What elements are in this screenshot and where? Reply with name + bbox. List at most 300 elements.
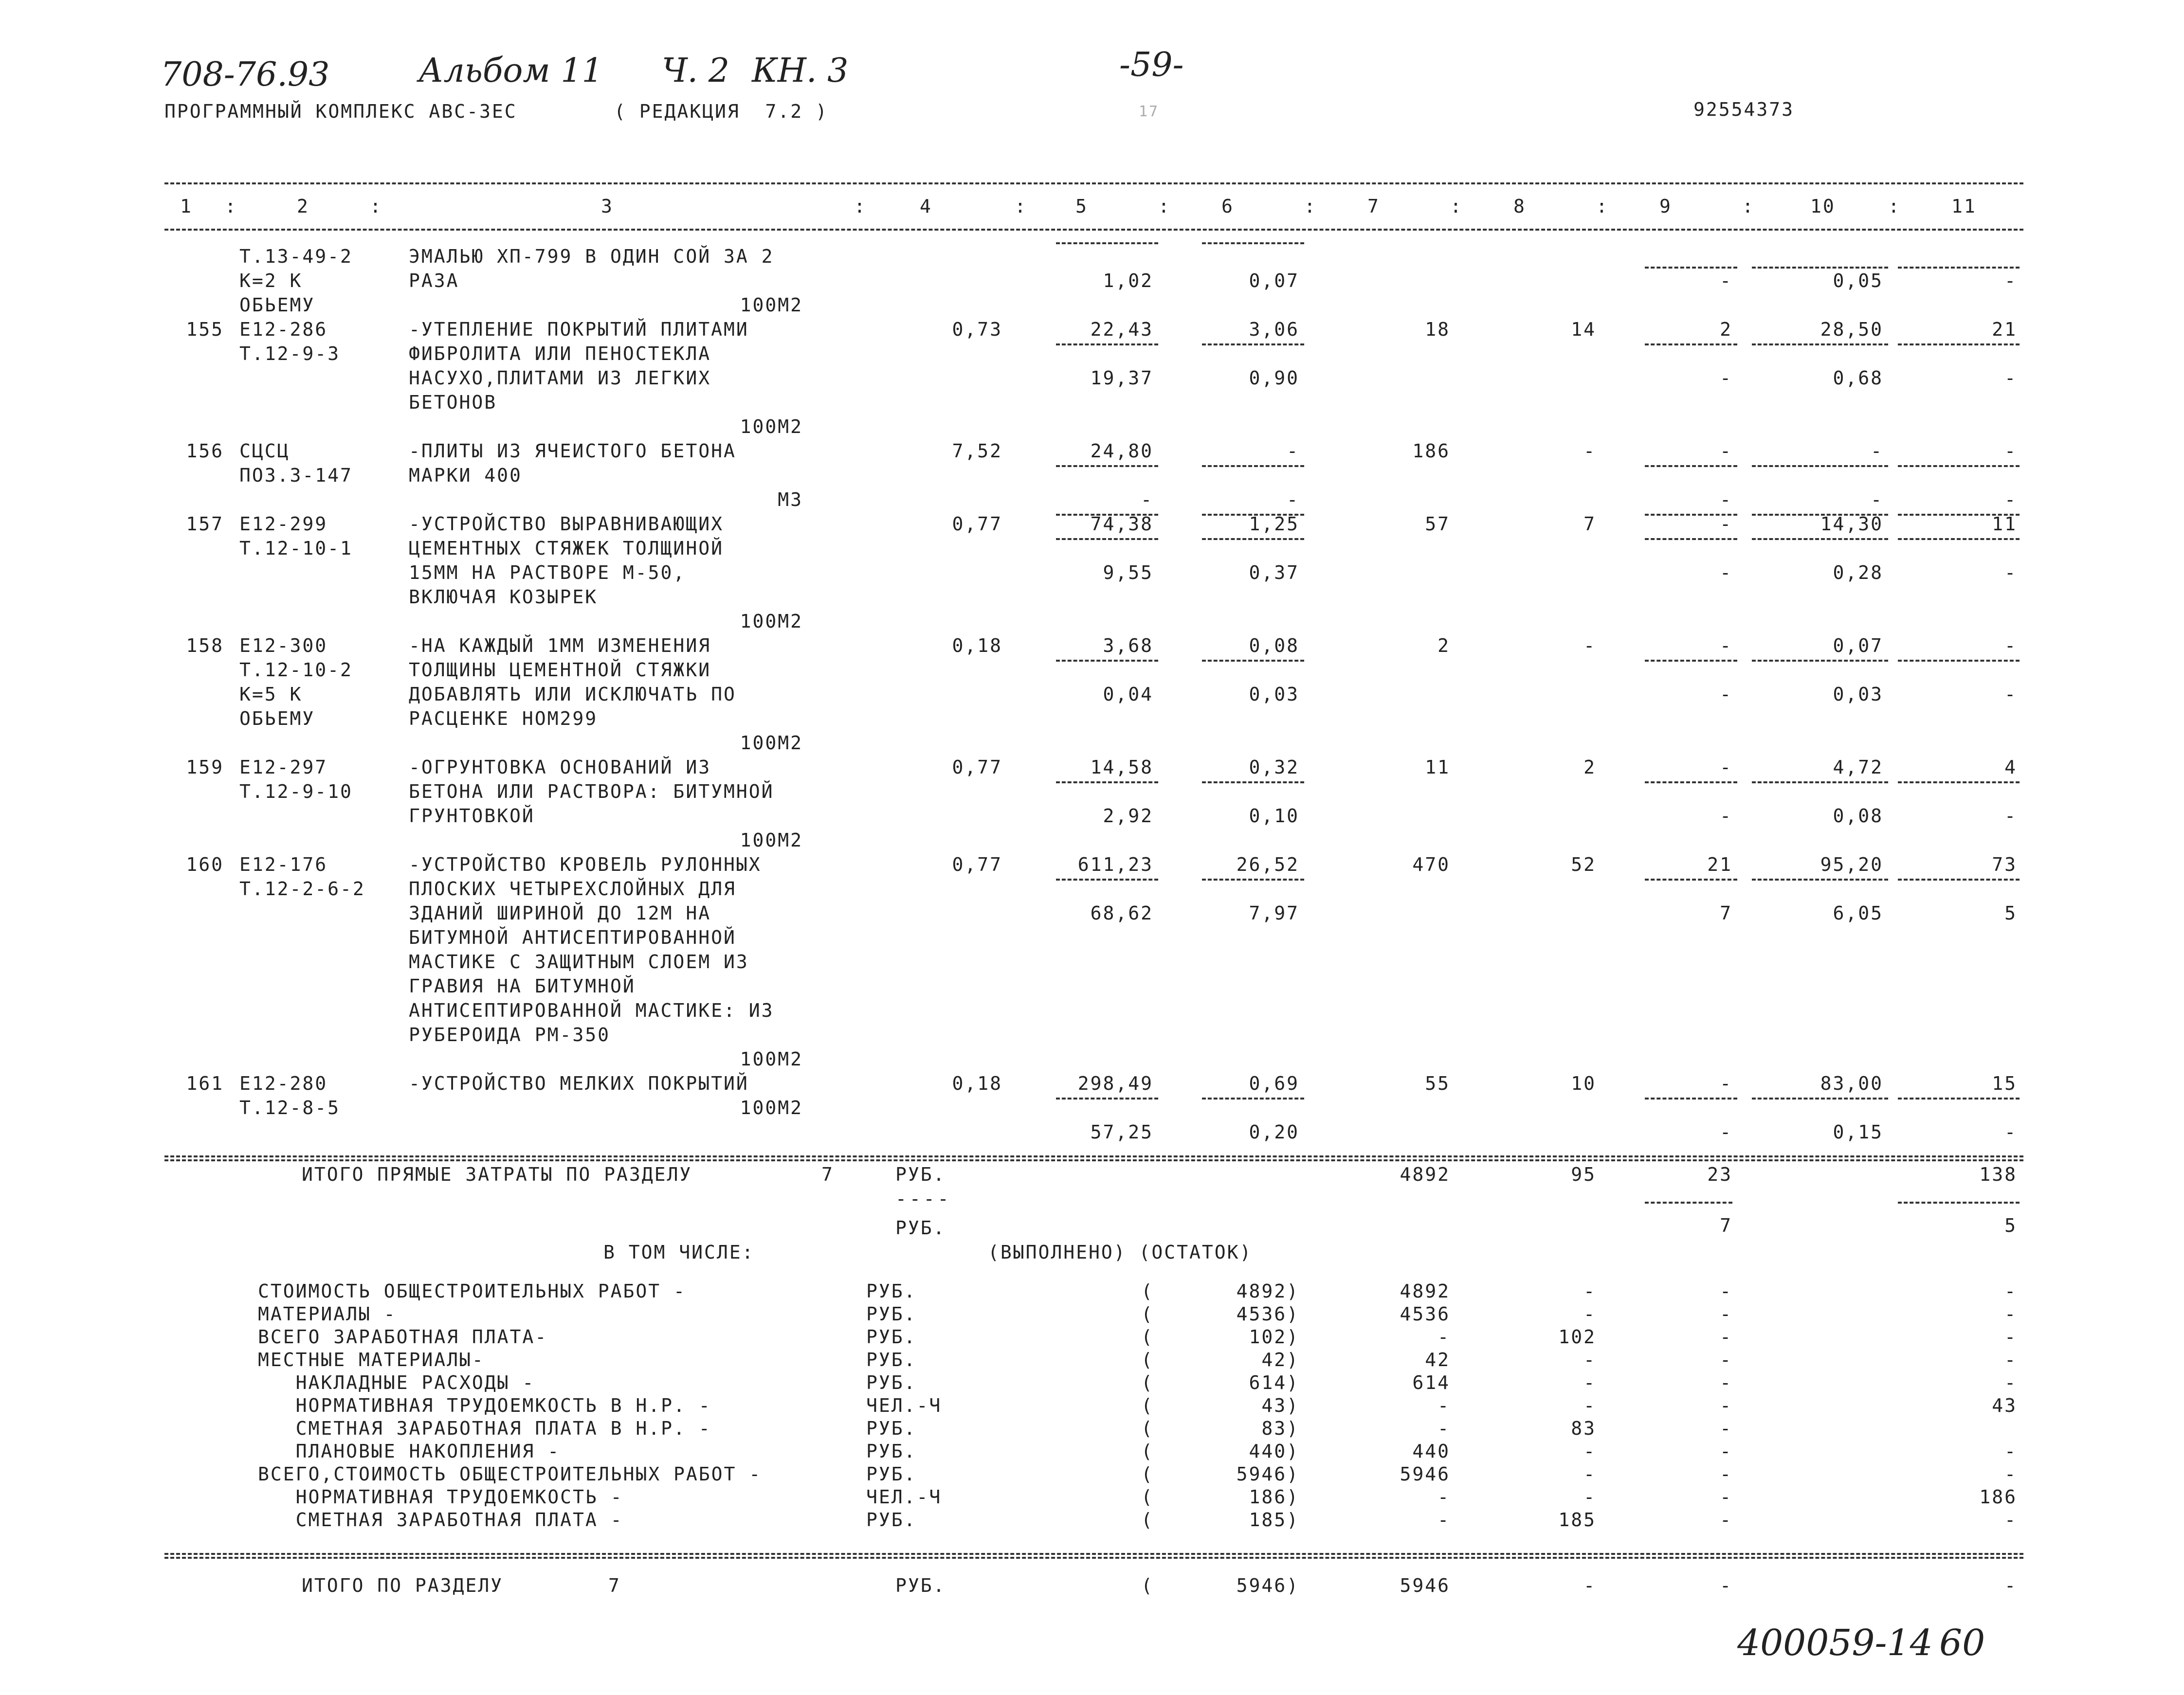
col-sep: : — [1158, 196, 1171, 217]
cell-c6: 0,03 — [1249, 684, 1299, 705]
summary-val: 4892) — [1236, 1280, 1299, 1302]
cell-c9: 2 — [1720, 319, 1732, 340]
summary-val: 83) — [1261, 1418, 1299, 1439]
cell-c10: - — [1871, 489, 1883, 510]
totals-rule-top — [164, 1155, 2023, 1157]
value-underline — [1898, 660, 2020, 662]
cell-c9: - — [1720, 1121, 1732, 1143]
summary-label: СМЕТНАЯ ЗАРАБОТНАЯ ПЛАТА - — [258, 1509, 623, 1531]
cell-c8: 14 — [1571, 319, 1596, 340]
cell-c8: 7 — [1583, 513, 1596, 535]
cell-desc: ФИБРОЛИТА ИЛИ ПЕНОСТЕКЛА — [409, 343, 711, 364]
cell-c9: - — [1720, 684, 1732, 705]
direct-costs-label: ИТОГО ПРЯМЫЕ ЗАТРАТЫ ПО РАЗДЕЛУ — [302, 1164, 692, 1185]
value-underline — [1898, 538, 2020, 540]
final-rule-top-2 — [164, 1557, 2023, 1559]
cell-c7: 18 — [1425, 319, 1450, 340]
cell-c10: 83,00 — [1820, 1073, 1883, 1094]
value-underline — [1898, 781, 2020, 783]
col-sep: : — [370, 196, 382, 217]
summary-unit: РУБ. — [866, 1418, 917, 1439]
total-c8: 95 — [1571, 1164, 1596, 1185]
cell-c9: - — [1720, 635, 1732, 656]
cell-desc: МАСТИКЕ С ЗАЩИТНЫМ СЛОЕМ ИЗ — [409, 951, 749, 973]
cell-desc: НАСУХО,ПЛИТАМИ ИЗ ЛЕГКИХ — [409, 367, 711, 389]
value-underline — [1202, 343, 1304, 345]
value-underline — [1202, 781, 1304, 783]
book-label: КН. 3 — [752, 52, 849, 90]
summary-paren: ( — [1141, 1303, 1154, 1325]
summary-c8: 102 — [1558, 1326, 1596, 1348]
summary-val: 4536) — [1236, 1303, 1299, 1325]
value-underline — [1645, 465, 1737, 467]
value-underline — [1645, 267, 1737, 269]
summary-c7: - — [1438, 1326, 1450, 1348]
col-header-11: 11 — [1951, 196, 1977, 217]
cell-code: Т.12-10-2 — [239, 659, 353, 681]
cell-c11: 15 — [1992, 1073, 2017, 1094]
cell-desc: РУБЕРОИДА РМ-350 — [409, 1024, 611, 1046]
col-header-8: 8 — [1513, 196, 1526, 217]
summary-c11: 186 — [1979, 1486, 2017, 1508]
cell-code: Т.12-2-6-2 — [239, 878, 365, 900]
value-underline — [1056, 538, 1158, 540]
cell-c11: - — [2004, 489, 2017, 510]
cell-c7: 186 — [1412, 440, 1450, 462]
cell-desc: БИТУМНОЙ АНТИСЕПТИРОВАННОЙ — [409, 927, 736, 948]
cell-c11: - — [2004, 684, 2017, 705]
cell-c5: 68,62 — [1090, 902, 1153, 924]
edition-label: ( РЕДАКЦИЯ 7.2 ) — [614, 101, 828, 122]
summary-c11: - — [2004, 1463, 2017, 1485]
summary-label: СМЕТНАЯ ЗАРАБОТНАЯ ПЛАТА В Н.Р. - — [258, 1418, 711, 1439]
cell-desc: ЭМАЛЬЮ ХП-799 В ОДИН СОЙ ЗА 2 — [409, 246, 774, 267]
cell-unit: 100М2 — [740, 1048, 803, 1070]
cell-c10: 0,68 — [1833, 367, 1883, 389]
cell-num: 161 — [186, 1073, 224, 1094]
summary-c9: - — [1720, 1326, 1732, 1348]
total-c11b: 5 — [2004, 1215, 2017, 1236]
cell-c5: 19,37 — [1090, 367, 1153, 389]
summary-c9: - — [1720, 1349, 1732, 1370]
summary-c8: - — [1583, 1441, 1596, 1462]
summary-c7: 5946 — [1400, 1463, 1450, 1485]
cell-c10: 95,20 — [1820, 854, 1883, 875]
document-id: 92554373 — [1693, 99, 1795, 120]
cell-code: Т.12-8-5 — [239, 1097, 341, 1118]
summary-paren: ( — [1141, 1280, 1154, 1302]
value-underline — [1752, 267, 1888, 269]
value-underline — [1645, 343, 1737, 345]
cell-num: 156 — [186, 440, 224, 462]
value-underline — [1752, 514, 1888, 516]
cell-code: Е12-297 — [239, 757, 328, 778]
final-rule-top — [164, 1553, 2023, 1555]
header-rule-bottom — [164, 229, 2023, 231]
col-header-6: 6 — [1221, 196, 1234, 217]
cell-c6: 0,37 — [1249, 562, 1299, 583]
cell-code: СЦСЦ — [239, 440, 290, 462]
summary-label: МАТЕРИАЛЫ - — [258, 1303, 397, 1325]
col-header-1: 1 — [180, 196, 193, 217]
section-number: 7 — [821, 1164, 834, 1185]
cell-c4: 0,18 — [952, 1073, 1002, 1094]
value-underline — [1056, 781, 1158, 783]
cell-c10: 0,03 — [1833, 684, 1883, 705]
unit-label: РУБ. — [895, 1164, 946, 1185]
col-sep: : — [1596, 196, 1609, 217]
cell-num: 155 — [186, 319, 224, 340]
summary-c11: - — [2004, 1509, 2017, 1531]
summary-c8: - — [1583, 1280, 1596, 1302]
cell-desc: ПЛОСКИХ ЧЕТЫРЕХСЛОЙНЫХ ДЛЯ — [409, 878, 736, 900]
cell-c11: 21 — [1992, 319, 2017, 340]
cell-c6: 7,97 — [1249, 902, 1299, 924]
cell-c5: 9,55 — [1103, 562, 1153, 583]
value-underline — [1056, 242, 1158, 244]
cell-c6: 0,69 — [1249, 1073, 1299, 1094]
summary-paren: ( — [1141, 1509, 1154, 1531]
summary-c9: - — [1720, 1441, 1732, 1462]
cell-desc: ТОЛЩИНЫ ЦЕМЕНТНОЙ СТЯЖКИ — [409, 659, 711, 681]
summary-c8: 83 — [1571, 1418, 1596, 1439]
summary-paren: ( — [1141, 1441, 1154, 1462]
total-c9b: 7 — [1720, 1215, 1732, 1236]
cell-c11: - — [2004, 562, 2017, 583]
cell-unit: 100М2 — [740, 611, 803, 632]
cell-c8: - — [1583, 635, 1596, 656]
cell-c4: 0,18 — [952, 635, 1002, 656]
cell-num: 158 — [186, 635, 224, 656]
cell-c9: - — [1720, 513, 1732, 535]
summary-unit: РУБ. — [866, 1349, 917, 1370]
value-underline — [1898, 879, 2020, 881]
cell-code: Е12-280 — [239, 1073, 328, 1094]
summary-paren: ( — [1141, 1418, 1154, 1439]
cell-desc: -НА КАЖДЫЙ 1ММ ИЗМЕНЕНИЯ — [409, 635, 711, 656]
summary-c8: - — [1583, 1486, 1596, 1508]
value-underline — [1202, 538, 1304, 540]
summary-label: НОРМАТИВНАЯ ТРУДОЕМКОСТЬ В Н.Р. - — [258, 1395, 711, 1416]
value-underline — [1898, 514, 2020, 516]
cell-c10: 0,07 — [1833, 635, 1883, 656]
handwritten-code: 708-76.93 — [161, 55, 330, 94]
cell-c6: 0,07 — [1249, 270, 1299, 291]
value-underline — [1752, 1098, 1888, 1100]
section-total-c7: 5946 — [1400, 1575, 1450, 1596]
cell-num: 159 — [186, 757, 224, 778]
summary-c7: 440 — [1412, 1441, 1450, 1462]
cell-code: Т.13-49-2 — [239, 246, 353, 267]
cell-code: К=2 К — [239, 270, 303, 291]
section-total-unit: РУБ. — [895, 1575, 946, 1596]
total-c7: 4892 — [1400, 1164, 1450, 1185]
cell-code: ОБЬЕМУ — [239, 294, 315, 316]
cell-desc: ВКЛЮЧАЯ КОЗЫРЕК — [409, 586, 598, 608]
cell-c9: - — [1720, 805, 1732, 827]
cell-c6: 1,25 — [1249, 513, 1299, 535]
value-underline — [1752, 465, 1888, 467]
col-sep: : — [225, 196, 237, 217]
value-underline — [1898, 343, 2020, 345]
col-header-9: 9 — [1659, 196, 1672, 217]
summary-c9: - — [1720, 1463, 1732, 1485]
value-underline — [1645, 514, 1737, 516]
cell-unit: 100М2 — [740, 1097, 803, 1118]
cell-c9: - — [1720, 757, 1732, 778]
summary-c8: - — [1583, 1395, 1596, 1416]
cell-code: Е12-300 — [239, 635, 328, 656]
col-sep: : — [1888, 196, 1901, 217]
cell-desc: -ПЛИТЫ ИЗ ЯЧЕИСТОГО БЕТОНА — [409, 440, 736, 462]
summary-c11: - — [2004, 1372, 2017, 1393]
summary-c7: 4536 — [1400, 1303, 1450, 1325]
summary-paren: ( — [1141, 1326, 1154, 1348]
cell-c10: - — [1871, 440, 1883, 462]
cell-c8: 52 — [1571, 854, 1596, 875]
cell-unit: 100М2 — [740, 416, 803, 437]
value-underline — [1752, 538, 1888, 540]
cell-desc: БЕТОНА ИЛИ РАСТВОРА: БИТУМНОЙ — [409, 781, 774, 802]
summary-paren: ( — [1141, 1486, 1154, 1508]
value-underline — [1898, 1098, 2020, 1100]
handwritten-page: 60 — [1939, 1622, 1985, 1664]
summary-c7: - — [1438, 1486, 1450, 1508]
total-c11-underline — [1898, 1202, 2020, 1204]
summary-c8: - — [1583, 1303, 1596, 1325]
value-underline — [1645, 879, 1737, 881]
cell-code: Е12-176 — [239, 854, 328, 875]
summary-c9: - — [1720, 1372, 1732, 1393]
cell-c11: - — [2004, 635, 2017, 656]
cell-desc: -УТЕПЛЕНИЕ ПОКРЫТИЙ ПЛИТАМИ — [409, 319, 749, 340]
value-underline — [1056, 514, 1158, 516]
section-total-paren: ( — [1141, 1575, 1154, 1596]
cell-c9: - — [1720, 367, 1732, 389]
cell-c4: 0,77 — [952, 513, 1002, 535]
header-rule-top — [164, 182, 2023, 184]
cell-c6: 3,06 — [1249, 319, 1299, 340]
cell-c5: 1,02 — [1103, 270, 1153, 291]
cell-code: Т.12-9-3 — [239, 343, 341, 364]
part-label: Ч. 2 — [662, 52, 730, 90]
cell-c9: - — [1720, 562, 1732, 583]
cell-c6: 0,20 — [1249, 1121, 1299, 1143]
summary-c9: - — [1720, 1509, 1732, 1531]
cell-c8: - — [1583, 440, 1596, 462]
cell-desc: 15ММ НА РАСТВОРЕ М-50, — [409, 562, 686, 583]
cell-code: К=5 К — [239, 684, 303, 705]
summary-val: 43) — [1261, 1395, 1299, 1416]
cell-c10: 0,08 — [1833, 805, 1883, 827]
cell-c11: - — [2004, 270, 2017, 291]
total-c11: 138 — [1979, 1164, 2017, 1185]
cell-c11: - — [2004, 805, 2017, 827]
cell-c10: 0,28 — [1833, 562, 1883, 583]
cell-code: Е12-299 — [239, 513, 328, 535]
summary-val: 102) — [1249, 1326, 1299, 1348]
cell-c11: - — [2004, 1121, 2017, 1143]
cell-c4: 0,77 — [952, 854, 1002, 875]
value-underline — [1645, 660, 1737, 662]
cell-unit: 100М2 — [740, 829, 803, 851]
cell-c10: 0,05 — [1833, 270, 1883, 291]
cell-c6: - — [1287, 489, 1299, 510]
cell-code: ОБЬЕМУ — [239, 708, 315, 729]
section-total-label: ИТОГО ПО РАЗДЕЛУ — [302, 1575, 504, 1596]
summary-c11: - — [2004, 1441, 2017, 1462]
summary-c7: 614 — [1412, 1372, 1450, 1393]
cell-c5: 24,80 — [1090, 440, 1153, 462]
cell-c7: 57 — [1425, 513, 1450, 535]
summary-label: ПЛАНОВЫЕ НАКОПЛЕНИЯ - — [258, 1441, 561, 1462]
summary-label: НОРМАТИВНАЯ ТРУДОЕМКОСТЬ - — [258, 1486, 623, 1508]
cell-desc: АНТИСЕПТИРОВАННОЙ МАСТИКЕ: ИЗ — [409, 1000, 774, 1021]
done-rest-label: (ВЫПОЛНЕНО) (ОСТАТОК) — [988, 1242, 1253, 1263]
handwritten-reference: 400059-14 — [1737, 1622, 1933, 1664]
page-number: -59- — [1119, 46, 1184, 84]
cell-desc: ЦЕМЕНТНЫХ СТЯЖЕК ТОЛЩИНОЙ — [409, 538, 724, 559]
total-c9: 23 — [1707, 1164, 1732, 1185]
summary-c9: - — [1720, 1486, 1732, 1508]
value-underline — [1202, 660, 1304, 662]
value-underline — [1898, 267, 2020, 269]
cell-c11: - — [2004, 367, 2017, 389]
col-header-5: 5 — [1075, 196, 1088, 217]
cell-c6: 26,52 — [1236, 854, 1299, 875]
cell-c9: - — [1720, 489, 1732, 510]
value-underline — [1202, 465, 1304, 467]
value-underline — [1752, 781, 1888, 783]
cell-c6: - — [1287, 440, 1299, 462]
section-total-c9: - — [1720, 1575, 1732, 1596]
totals-rule-top-2 — [164, 1159, 2023, 1161]
value-underline — [1645, 1098, 1737, 1100]
cell-c8: 2 — [1583, 757, 1596, 778]
cell-c5: 14,58 — [1090, 757, 1153, 778]
section-total-c8: - — [1583, 1575, 1596, 1596]
cell-desc: -УСТРОЙСТВО КРОВЕЛЬ РУЛОННЫХ — [409, 854, 762, 875]
summary-unit: РУБ. — [866, 1326, 917, 1348]
cell-unit: М3 — [778, 489, 803, 510]
summary-c8: - — [1583, 1349, 1596, 1370]
cell-c4: 7,52 — [952, 440, 1002, 462]
summary-val: 42) — [1261, 1349, 1299, 1370]
cell-code: Т.12-9-10 — [239, 781, 353, 802]
cell-c9: - — [1720, 1073, 1732, 1094]
cell-c5: 611,23 — [1077, 854, 1153, 875]
value-underline — [1202, 514, 1304, 516]
cell-desc: ГРУНТОВКОЙ — [409, 805, 535, 827]
summary-c11: 43 — [1992, 1395, 2017, 1416]
value-underline — [1898, 465, 2020, 467]
summary-paren: ( — [1141, 1395, 1154, 1416]
cell-desc: МАРКИ 400 — [409, 465, 522, 486]
cell-c5: 0,04 — [1103, 684, 1153, 705]
summary-c9: - — [1720, 1418, 1732, 1439]
col-header-4: 4 — [920, 196, 932, 217]
summary-c11: - — [2004, 1280, 2017, 1302]
col-sep: : — [1742, 196, 1755, 217]
cell-desc: ДОБАВЛЯТЬ ИЛИ ИСКЛЮЧАТЬ ПО — [409, 684, 736, 705]
cell-c5: 22,43 — [1090, 319, 1153, 340]
cell-unit: 100М2 — [740, 732, 803, 754]
cell-code: ПОЗ.3-147 — [239, 465, 353, 486]
cell-c9: - — [1720, 270, 1732, 291]
summary-label: НАКЛАДНЫЕ РАСХОДЫ - — [258, 1372, 535, 1393]
summary-c7: - — [1438, 1509, 1450, 1531]
value-underline — [1056, 1098, 1158, 1100]
cell-c9: - — [1720, 440, 1732, 462]
cell-c10: 4,72 — [1833, 757, 1883, 778]
value-underline — [1752, 343, 1888, 345]
cell-c6: 0,32 — [1249, 757, 1299, 778]
value-underline — [1202, 879, 1304, 881]
section-total-value: 5946) — [1236, 1575, 1299, 1596]
cell-c11: 5 — [2004, 902, 2017, 924]
col-sep: : — [854, 196, 867, 217]
cell-code: Е12-286 — [239, 319, 328, 340]
summary-unit: РУБ. — [866, 1280, 917, 1302]
cell-c9: 21 — [1707, 854, 1732, 875]
col-sep: : — [1015, 196, 1027, 217]
summary-label: МЕСТНЫЕ МАТЕРИАЛЫ- — [258, 1349, 485, 1370]
summary-label: СТОИМОСТЬ ОБЩЕСТРОИТЕЛЬНЫХ РАБОТ - — [258, 1280, 686, 1302]
cell-num: 157 — [186, 513, 224, 535]
cell-desc: ЗДАНИЙ ШИРИНОЙ ДО 12М НА — [409, 902, 711, 924]
cell-c4: 0,77 — [952, 757, 1002, 778]
in-that-number-label: В ТОМ ЧИСЛЕ: — [603, 1242, 755, 1263]
faint-mark: 17 — [1139, 103, 1160, 120]
summary-val: 186) — [1249, 1486, 1299, 1508]
value-underline — [1056, 660, 1158, 662]
cell-c10: 14,30 — [1820, 513, 1883, 535]
cell-c5: 298,49 — [1077, 1073, 1153, 1094]
unit-label-2: РУБ. — [895, 1217, 946, 1239]
cell-desc: ГРАВИЯ НА БИТУМНОЙ — [409, 975, 636, 997]
summary-paren: ( — [1141, 1372, 1154, 1393]
cell-c11: - — [2004, 440, 2017, 462]
summary-c8: - — [1583, 1463, 1596, 1485]
summary-unit: РУБ. — [866, 1372, 917, 1393]
col-header-10: 10 — [1810, 196, 1836, 217]
col-header-3: 3 — [601, 196, 614, 217]
summary-label: ВСЕГО ЗАРАБОТНАЯ ПЛАТА- — [258, 1326, 548, 1348]
summary-c8: - — [1583, 1372, 1596, 1393]
cell-c10: 0,15 — [1833, 1121, 1883, 1143]
value-underline — [1202, 1098, 1304, 1100]
cell-num: 160 — [186, 854, 224, 875]
album-label: Альбом 11 — [419, 52, 603, 90]
cell-c10: 6,05 — [1833, 902, 1883, 924]
section-total-c11: - — [2004, 1575, 2017, 1596]
value-underline — [1752, 879, 1888, 881]
cell-c7: 11 — [1425, 757, 1450, 778]
value-underline — [1202, 242, 1304, 244]
cell-c11: 11 — [1992, 513, 2017, 535]
summary-val: 185) — [1249, 1509, 1299, 1531]
summary-unit: РУБ. — [866, 1509, 917, 1531]
summary-val: 614) — [1249, 1372, 1299, 1393]
summary-unit: РУБ. — [866, 1303, 917, 1325]
cell-c5: 2,92 — [1103, 805, 1153, 827]
cell-c5: 3,68 — [1103, 635, 1153, 656]
cell-c11: 4 — [2004, 757, 2017, 778]
cell-c5: 74,38 — [1090, 513, 1153, 535]
cell-c6: 0,90 — [1249, 367, 1299, 389]
unit-underline: ---- — [895, 1188, 952, 1209]
summary-c9: - — [1720, 1303, 1732, 1325]
